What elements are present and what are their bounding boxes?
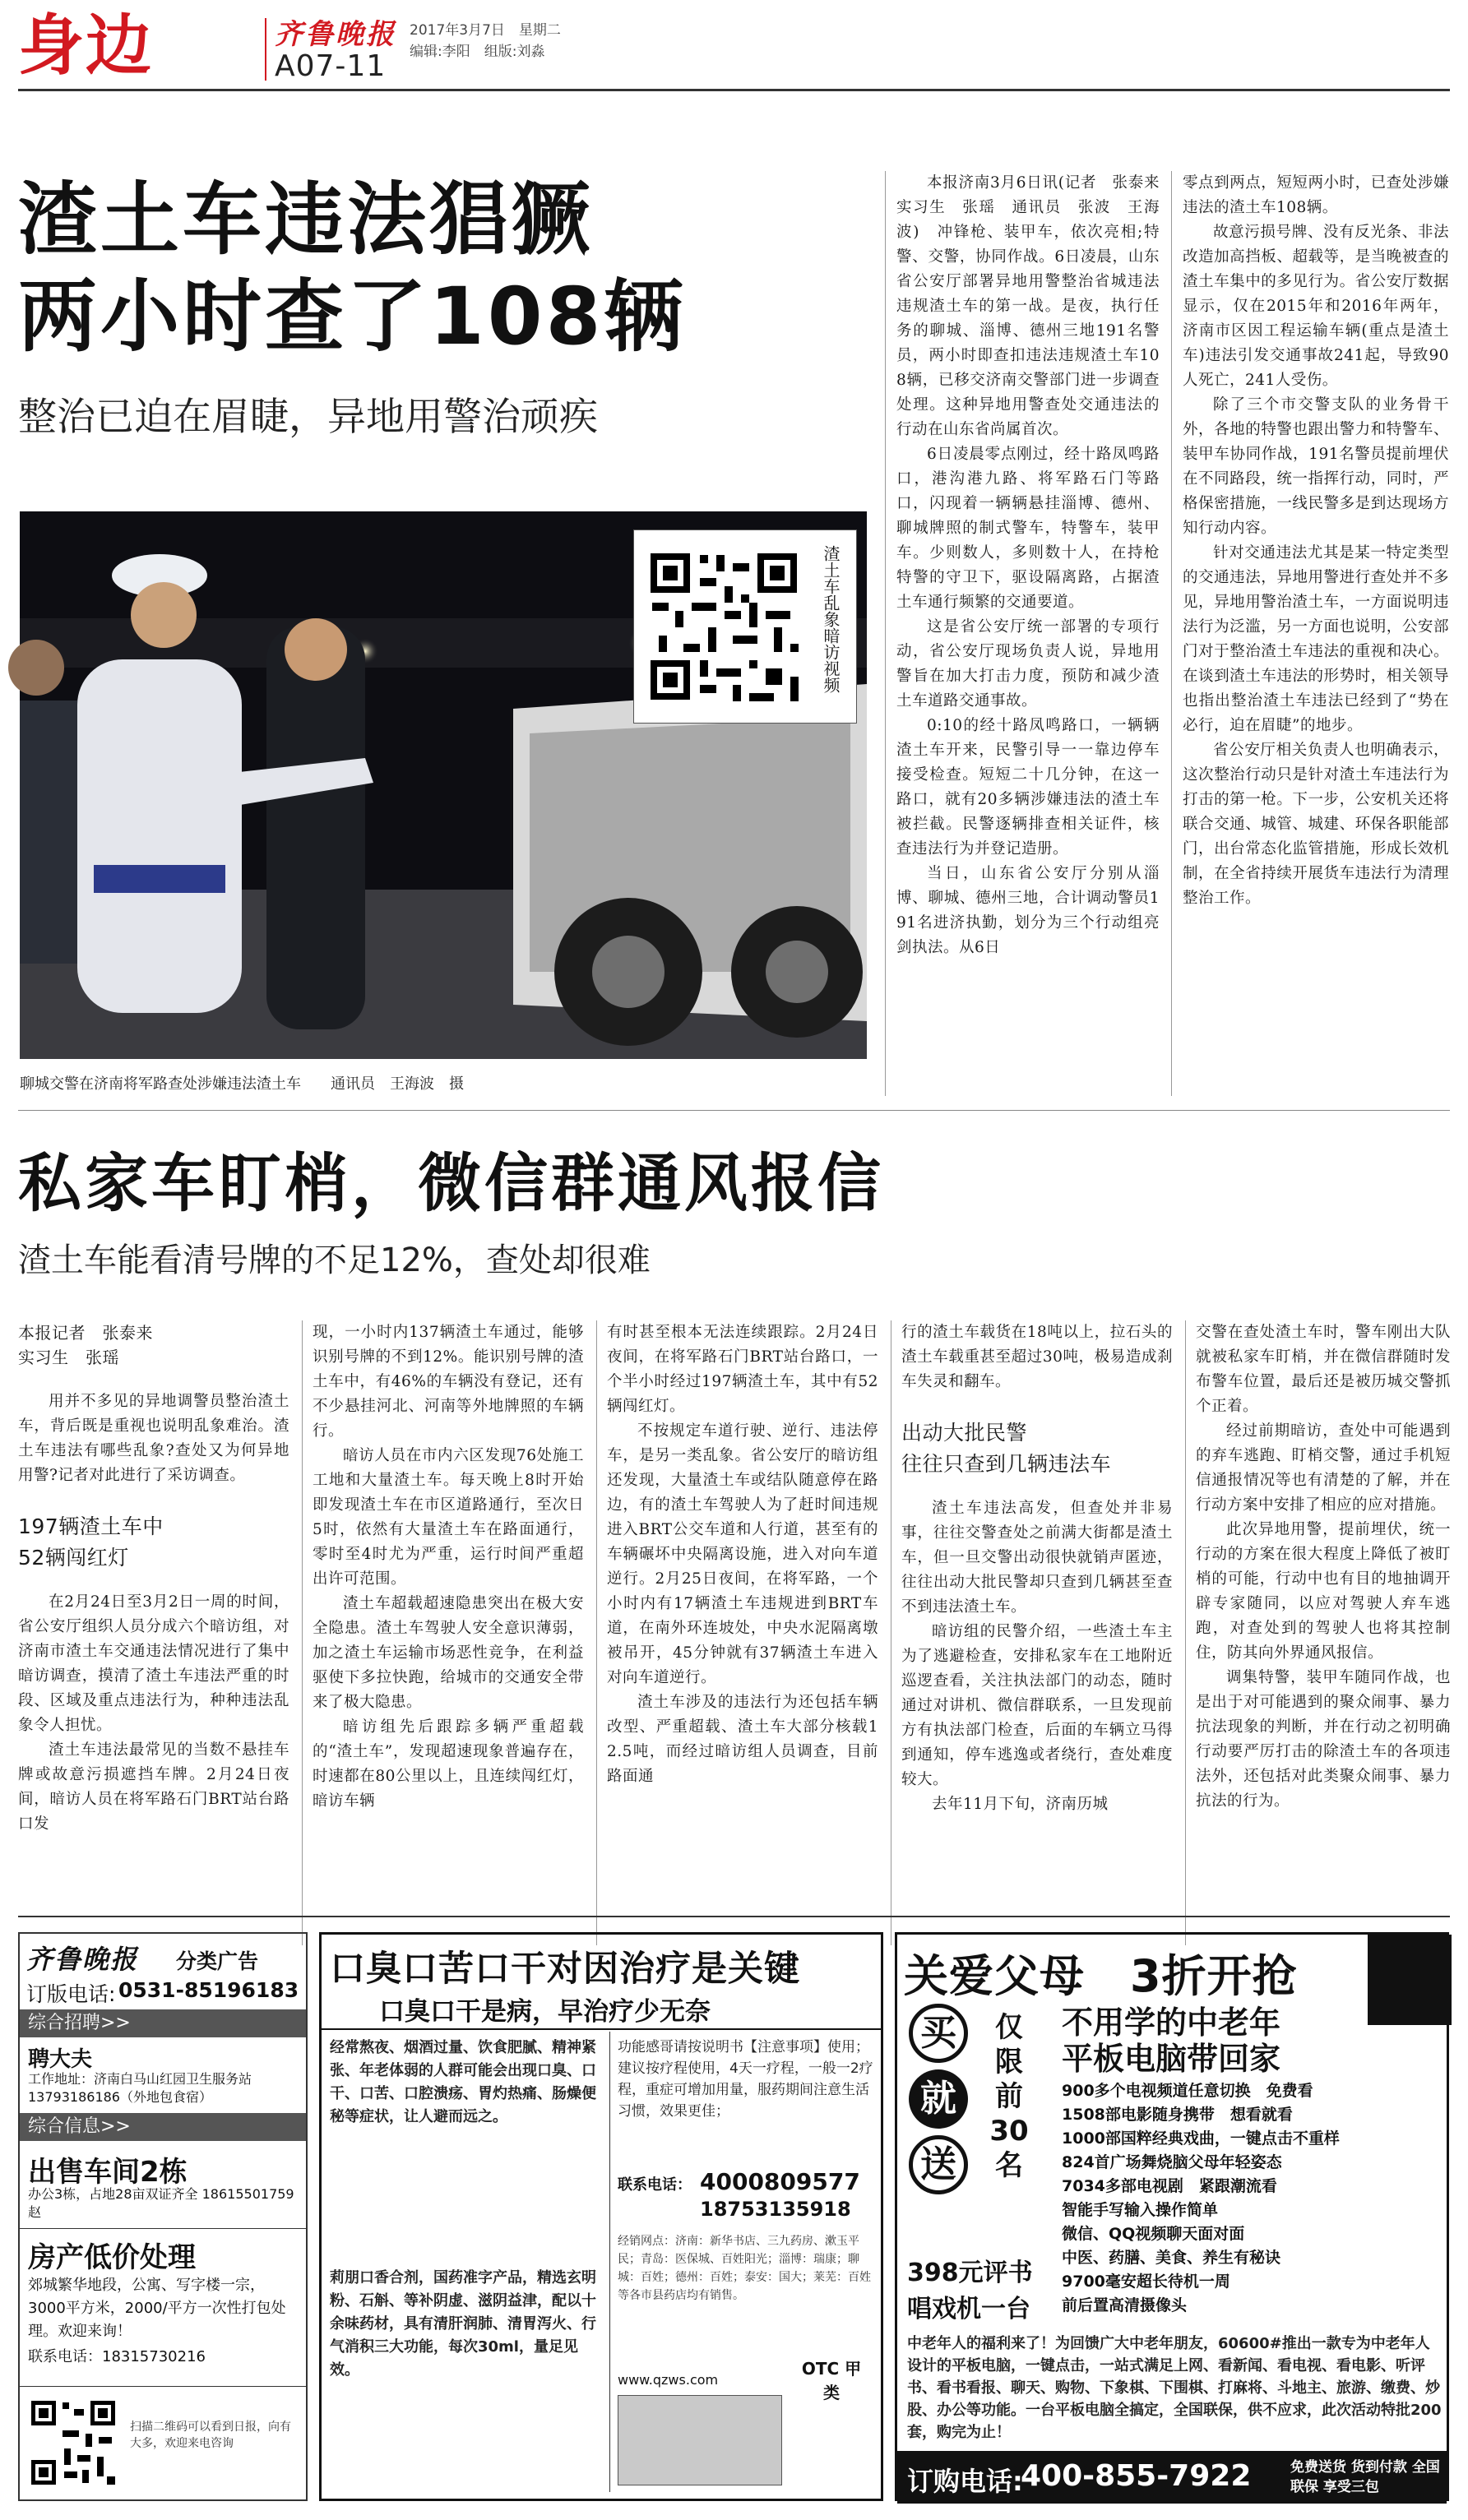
story2-paragraph: 经过前期暗访，查处中可能遇到的弃车逃跑、盯梢交警，通过手机短信通报情况等也有清楚的了解，并在行动方案中安排了相应的应对措施。 (1196, 1422, 1451, 1514)
story1-paragraph: 除了三个市交警支队的业务骨干外，各地的特警也跟出警力和特警车、装甲车协同作战，191名警员提前埋伏在不同路段，统一指挥行动，同时，严格保密措施，一线民警多是到达现场方知行动内容。 (1183, 396, 1449, 537)
recruit-detail: 工作地址：济南白马山红园卫生服务站 13793186186（外地包食宿） (28, 2071, 252, 2105)
get-badge: 就 (909, 2069, 968, 2129)
story2-byline: 本报记者 张泰来 (18, 1323, 153, 1343)
story2-paragraph: 有时甚至根本无法连续跟踪。2月24日夜间，在将军路石门BRT站台路口，一个半小时经过197辆渣土车，其中有52辆闯红灯。 (607, 1324, 878, 1415)
medicine-outlets: 经销网点：济南：新华书店、三九药房、漱玉平民；青岛：医保城、百姓阳光；淄博：瑞康；聊城：百姓；德州：百姓；泰安：国大；莱芜：百姓等各市县药店均有销售。 (618, 2235, 871, 2302)
story1-paragraph: 当日，山东省公安厅分别从淄博、聊城、德州三地，合计调动警员191名进济执勤，划分为三个行动组亮剑执法。从6日 (896, 865, 1160, 956)
story2-column-divider (1185, 1320, 1186, 1945)
story2-column-5 (1196, 1320, 1451, 1945)
classified-tag-info[interactable]: 综合信息>> (20, 2113, 306, 2141)
story2-title: 私家车盯梢，微信群通风报信 (18, 1148, 884, 1221)
medicine-contact-label: 联系电话： (618, 2176, 692, 2194)
qr-panel (633, 529, 857, 724)
info-item-1-title: 出售车间2栋 (28, 2156, 188, 2189)
story1-paragraph: 本报济南3月6日讯(记者 张泰来 实习生 张瑶 通讯员 张波 王海波) 冲锋枪、装甲车，依次亮相;特警、交警，协同作战。6日凌晨，山东省公安厅部署异地用警整治省城违法违规渣土车的第一战。是夜，执行任务的聊城、淄博、德州三地191名警员，两小时即查扣违法违规渣土车108辆，已移交济南交警部门进一步调查处理。这种异地用警查处交通违法的行动在山东省尚属首次。 (896, 174, 1176, 438)
subheading-line: 52辆闯红灯 (18, 1546, 129, 1570)
classified-ad (18, 1932, 308, 2501)
story2-paragraph: 现，一小时内137辆渣土车通过，能够识别号牌的不到12%。能识别号牌的渣土车中，有46%的车辆没有登记，还有不少悬挂河北、河南等外地牌照的车辆行。 (313, 1324, 584, 1440)
limit-text: 仅限前30名 (989, 2011, 1029, 2182)
feature-item: 微信、QQ视频聊天面对面 (1062, 2225, 1245, 2243)
story1-subtitle: 整治已迫在眉睫，异地用警治顽疾 (18, 395, 598, 440)
medicine-divider (609, 2032, 610, 2492)
info-item-1-detail: 办公3栋，占地28亩双证齐全 18615501759赵 (28, 2186, 294, 2220)
medicine-title: 口臭口苦口干对因治疗是关键 (330, 1949, 800, 1990)
tablet-gift-1: 398元评书 (907, 2259, 1033, 2287)
story1-column-divider-1 (885, 171, 886, 1096)
tablet-ad (895, 1932, 1449, 2501)
story2-subheading (901, 1417, 1173, 1480)
story2-paragraph: 暗访人员在市内六区发现76处施工工地和大量渣土车。每天晚上8时开始即发现渣土车在市区道路通行，至次日5时，依然有大量渣土车在路面通行，零时至4时尤为严重，运行时间严重超出许可范围。 (313, 1447, 584, 1588)
story1-paragraph: 0:10的经十路凤鸣路口，一辆辆渣土车开来，民警引导一一靠边停车接受检查。短短二十几分钟，在这一路口，就有20多辆涉嫌违法的渣土车被拦截。民警逐辆排查相关证件，核查违法行为并登记造册。 (896, 717, 1160, 858)
story1-paragraph: 零点到两点，短短两小时，已查处涉嫌违法的渣土车108辆。 (1183, 174, 1449, 216)
medicine-body-right: 功能感哥请按说明书【注意事项】使用；建议按疗程使用，4天一疗程，一般一2疗程，重症可增加用量，服药期间注意生活习惯，效果更佳； (618, 2039, 873, 2120)
tablet-gift-2: 唱戏机一台 (907, 2295, 1030, 2323)
send-badge: 送 (909, 2135, 968, 2194)
story2-paragraph: 调集特警，装甲车随同作战，也是出于对可能遇到的聚众闹事、暴力抗法现象的判断，并在行动之初明确行动要严厉打击的除渣土车的各项违法外，还包括对此类聚众闹事、暴力抗法的行为。 (1196, 1669, 1451, 1810)
qr-caption: 渣土车乱象暗访视频 (821, 545, 841, 693)
recruit-company: 聘大夫 (28, 2047, 93, 2072)
story1-paragraph: 故意污损号牌、没有反光条、非法改造加高挡板、超载等，是当晚被查的渣土车集中的多见行为。省公安厅数据显示，仅在2015年和2016年两年，济南市区因工程运输车辆(重点是渣土车)违法引发交通事故241起，导致90人死亡，241人受伤。 (1183, 224, 1449, 389)
story-separator (18, 1110, 1450, 1111)
feature-item: 9700毫安超长待机一周 (1062, 2273, 1230, 2291)
story2-column-4 (901, 1320, 1173, 1945)
story2-paragraph: 不按规定车道行驶、逆行、违法停车，是另一类乱象。省公安厅的暗访组还发现，大量渣土车或结队随意停在路边，有的渣土车驾驶人为了赶时间违规进入BRT公交车道和人行道，甚至有的车辆碾坏中央隔离设施，进入对向车道逆行。2月25日夜间，在将军路，一个小时内有17辆渣土车违规进到BRT车道，在南外环连坡处，中央水泥隔离墩被吊开，45分钟就有37辆渣土车进入对向车道逆行。 (607, 1422, 878, 1686)
medicine-body-left-2: 莉朋口香合剂，国药准字产品，精选玄明粉、石斛、等补阴虚、滋阴益津，配以十余味药材，具有清肝润肺、清胃泻火、行气消积三大功能，每次30ml，量足见效。 (330, 2269, 596, 2379)
subheading-line: 197辆渣土车中 (18, 1514, 164, 1538)
ads-separator (18, 1916, 1450, 1917)
classified-qr-note: 扫描二维码可以看到日报，向有大多，欢迎来电咨询 (130, 2421, 291, 2450)
page-number: A07-11 (275, 49, 387, 83)
story2-paragraph: 暗访组的民警介绍，一些渣土车主为了逃避检查，安排私家车在工地附近巡逻查看，关注执法部门的动态，随时通过对讲机、微信群联系，一旦发现前方有执法部门检查，后面的车辆立马得到通知，停车逃逸或者绕行，查处难度较大。 (901, 1623, 1173, 1788)
story2-subtitle: 渣土车能看清号牌的不足12%，查处却很难 (18, 1242, 651, 1279)
header-divider-vertical (265, 18, 266, 81)
feature-item: 智能手写输入操作简单 (1062, 2201, 1219, 2219)
medicine-subtitle: 口臭口干是病，早治疗少无奈 (379, 1997, 711, 2027)
story2-paragraph: 渣土车涉及的违法行为还包括车辆改型、严重超载、渣土车大部分核载12.5吨，而经过暗访组人员调查，目前路面通 (607, 1694, 878, 1785)
story2-paragraph: 在2月24日至3月2日一周的时间，省公安厅组织人员分成六个暗访组，对济南市渣土车交通违法情况进行了集中暗访调查，摸清了渣土车违法严重的时段、区域及重点违法行为，种种违法乱象令人担忧。 (18, 1593, 289, 1734)
info-item-2-title: 房产低价处理 (28, 2241, 196, 2274)
brand-logo: 齐鲁晚报 (275, 18, 396, 51)
classified-phone-label: 订版电话: (26, 1982, 116, 2006)
classified-phone: 0531-85196183 (118, 1978, 299, 2002)
story1-paragraph: 针对交通违法尤其是某一特定类型的交通违法，异地用警进行查处并不多见，异地用警治渣土车，一方面说明违法行为泛滥，另一方面也说明，公安部门对于整治渣土车违法的重视和决心。在谈到渣土车违法的形势时，相关领导也指出整治渣土车违法已经到了“势在必行，迫在眉睫”的地步。 (1183, 544, 1449, 734)
photo-caption: 聊城交警在济南将军路查处涉嫌违法渣土车 通讯员 王海波 摄 (20, 1075, 464, 1093)
story2-paragraph: 去年11月下旬，济南历城 (932, 1796, 1109, 1813)
tablet-title: 关爱父母 3折开抢 (904, 1950, 1298, 2002)
order-label: 订购电话: (907, 2466, 1023, 2497)
story1-column-1 (896, 171, 1176, 1092)
info-divider (20, 2386, 306, 2387)
header-rule (18, 89, 1450, 91)
story2-paragraph: 行的渣土车载货在18吨以上，拉石头的渣土车载重甚至超过30吨，极易造成刹车失灵和翻车。 (901, 1324, 1173, 1390)
subheading-line: 出动大批民警 (901, 1421, 1028, 1445)
story2-column-divider (596, 1320, 597, 1945)
story1-paragraph: 6日凌晨零点刚过，经十路凤鸣路口，港沟港九路、将军路石门等路口，闪现着一辆辆悬挂淄博、德州、聊城牌照的制式警车，特警车，装甲车。少则数人，多则数十人，在持枪特警的守卫下，驱设隔离路，占据渣土车通行频繁的交通要道。 (896, 446, 1160, 611)
tablet-headline-1: 不用学的中老年 (1062, 2004, 1281, 2041)
classified-qr-icon[interactable] (28, 2397, 118, 2488)
feature-item: 7034多部电视剧 紧跟潮流看 (1062, 2177, 1277, 2195)
tablet-body: 中老年人的福利来了！为回馈广大中老年朋友，60600#推出一款专为中老年人设计的平板电脑，一键点击，一站式满足上网、看新闻、看电视、看电影、听评书、看书看报、聊天、购物、下象棋、下围棋、打麻将、斗地主、旅游、缴费、炒股、办公等功能。一台平板电脑全搞定，全国联保，供不应求，此次活动特批200套，购完为止！ (907, 2335, 1442, 2441)
info-item-2-detail: 郊城繁华地段，公寓、写字楼一宗，3000平方米，2000/平方一次性打包处理。欢迎来询！ (28, 2277, 286, 2340)
grab-badge (1368, 1935, 1452, 2025)
qr-code-icon[interactable] (646, 548, 802, 705)
tablet-feature-list (1062, 2079, 1440, 2318)
story2-paragraph: 用并不多见的异地调警员整治渣土车，背后既是重视也说明乱象难治。渣土车违法有哪些乱象?查处又为何异地用警?记者对此进行了采访调查。 (18, 1393, 289, 1484)
story2-paragraph: 暗访组先后跟踪多辆严重超载的“渣土车”，发现超速现象普遍存在，时速都在80公里以上，且连续闯红灯，暗访车辆 (313, 1718, 584, 1810)
medicine-url[interactable]: www.qzws.com (618, 2372, 719, 2388)
story2-paragraph: 渣土车违法高发，但查处并非易事，往往交警查处之前满大街都是渣土车，但一旦交警出动很快就销声匿迹，往往出动大批民警却只查到几辆甚至查不到违法渣土车。 (901, 1500, 1173, 1616)
feature-item: 824首广场舞烧脑父母年轻姿态 (1062, 2153, 1282, 2171)
story2-column-divider (302, 1320, 303, 1945)
subheading-line: 往往只查到几辆违法车 (901, 1452, 1112, 1476)
info-divider (20, 2228, 306, 2229)
medicine-phone-1: 4000809577 (700, 2168, 860, 2195)
otc-badge: OTC 甲类 (801, 2359, 862, 2402)
feature-item: 中医、药膳、美食、养生有秘诀 (1062, 2249, 1281, 2267)
medicine-rule (322, 2028, 881, 2030)
story1-title-line1: 渣土车违法猖獗 (18, 173, 594, 266)
buy-badge: 买 (909, 2004, 968, 2063)
medicine-ad (319, 1932, 883, 2501)
story2-subheading (18, 1511, 289, 1574)
medicine-body-left: 经常熬夜、烟酒过量、饮食肥腻、精神紧张、年老体弱的人群可能会出现口臭、口干、口苦、口腔溃疡、胃灼热痛、肠燥便秘等症状，让人避而远之。 (330, 2039, 596, 2125)
story2-paragraph: 渣土车超载超速隐患突出在极大安全隐患。渣土车驾驶人安全意识薄弱，加之渣土车运输市场恶性竞争，在利益驱使下多拉快跑，给城市的交通安全带来了极大隐患。 (313, 1595, 584, 1711)
classified-title: 分类广告 (176, 1949, 259, 1973)
story2-paragraph: 渣土车违法最常见的当数不悬挂车牌或故意污损遮挡车牌。2月24日夜间，暗访人员在将军路石门BRT站台路口发 (18, 1741, 289, 1833)
story1-column-divider-2 (1171, 171, 1172, 1096)
feature-item: 1000部国粹经典戏曲，一键点击不重样 (1062, 2129, 1340, 2148)
feature-item: 900多个电视频道任意切换 免费看 (1062, 2082, 1313, 2100)
order-extras: 免费送货 货到付款 全国联保 享受三包 (1290, 2459, 1440, 2495)
story1-paragraph: 这是省公安厅统一部署的专项行动，省公安厅现场负责人说，异地用警旨在加大打击力度，预防和减少渣土车道路交通事故。 (896, 618, 1160, 710)
order-phone[interactable]: 400-855-7922 (1021, 2459, 1252, 2493)
story1-column-2 (1183, 171, 1449, 1092)
tablet-headline-2: 平板电脑带回家 (1062, 2041, 1281, 2077)
story1-paragraph: 省公安厅相关负责人也明确表示，这次整治行动只是针对渣土车违法行为打击的第一枪。下一步，公安机关还将联合交通、城管、城建、环保各职能部门，出台常态化监管措施，形成长效机制，在全省持续开展货车违法行为清理整治工作。 (1183, 742, 1449, 907)
story2-byline: 实习生 张瑶 (18, 1348, 119, 1367)
story1-title-line2: 两小时查了108辆 (18, 270, 687, 363)
feature-item: 前后置高清摄像头 (1062, 2296, 1188, 2314)
header-date: 2017年3月7日 星期二 (410, 22, 561, 39)
info-item-2-contact: 联系电话：18315730216 (28, 2348, 206, 2365)
feature-item: 1508部电影随身携带 想看就看 (1062, 2106, 1293, 2124)
story2-column-3 (607, 1320, 878, 1945)
header-editor: 编辑:李阳 组版:刘淼 (410, 44, 545, 60)
medicine-phone-2: 18753135918 (700, 2198, 851, 2221)
section-title: 身边 (18, 7, 153, 84)
story2-paragraph: 此次异地用警，提前埋伏，统一行动的方案在很大程度上降低了被盯梢的可能，行动中也有目的地抽调开辟专家随同，以应对驾驶人弃车逃跑，对查处到的驾驶人也将其控制住，防其向外界通风报信。 (1196, 1521, 1451, 1662)
story2-paragraph: 交警在查处渣土车时，警车刚出大队就被私家车盯梢，并在微信群随时发布警车位置，最后还是被历城交警抓个正着。 (1196, 1324, 1451, 1415)
classified-tag-recruit[interactable]: 综合招聘>> (20, 2009, 306, 2037)
medicine-box-image (618, 2395, 782, 2485)
classified-brand: 齐鲁晚报 (26, 1944, 139, 1975)
story2-column-1 (18, 1320, 289, 1945)
story2-column-2 (313, 1320, 584, 1945)
